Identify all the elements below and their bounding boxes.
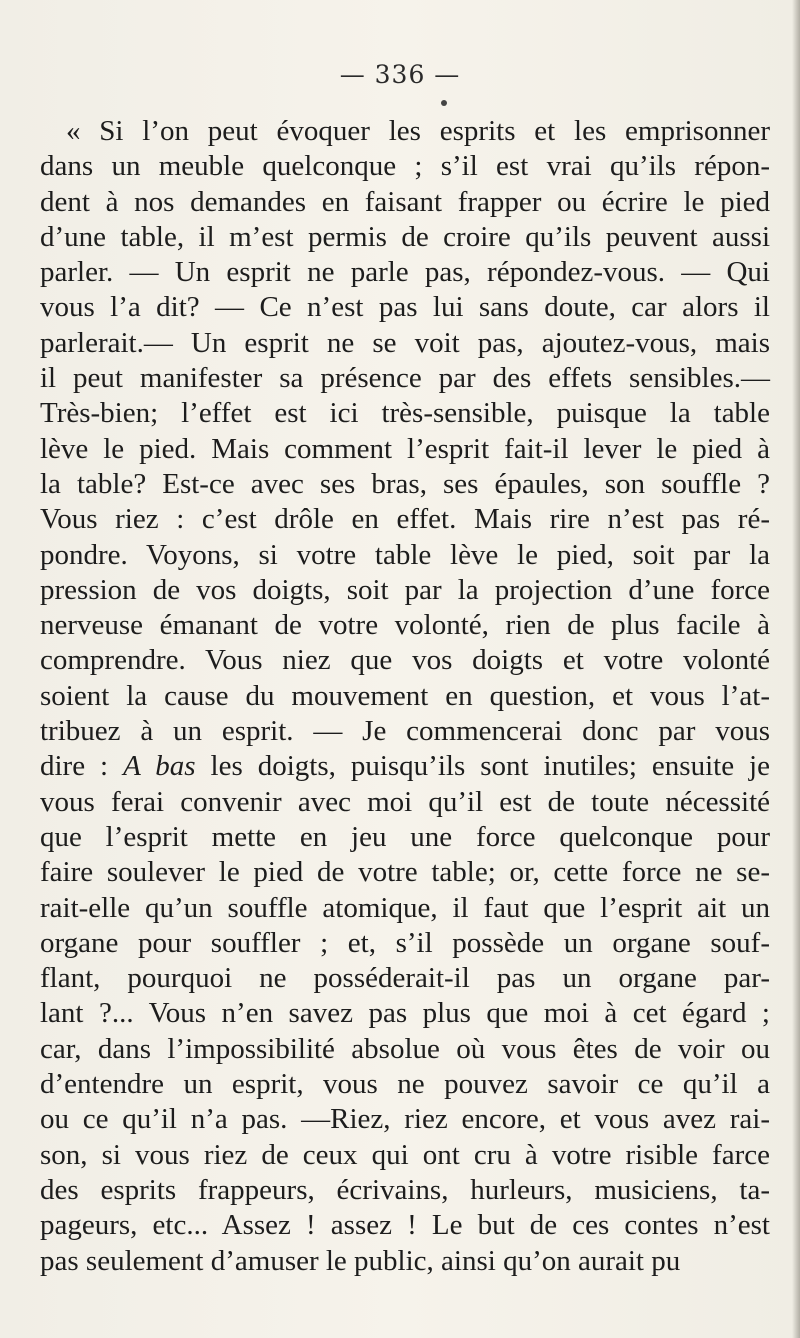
text-line: Très-bien; l’effet est ici très-sensible, puisque la table [40, 397, 770, 430]
text-line: que l’esprit mette en jeu une force quelconque pour [40, 820, 770, 853]
text-line: car, dans l’impossibilité absolue où vous êtes de voir ou [40, 1032, 770, 1065]
text-line: comprendre. Vous niez que vos doigts et votre volonté [40, 644, 770, 677]
text-line: rait-elle qu’un souffle atomique, il faut que l’esprit ait un [40, 891, 770, 924]
text-line: lève le pied. Mais comment l’esprit fait-il lever le pied à [40, 432, 770, 465]
text-line: pression de vos doigts, soit par la projection d’une force [40, 573, 770, 606]
text-line: pondre. Voyons, si votre table lève le pied, soit par la [40, 538, 770, 571]
text-line: faire soulever le pied de votre table; or, cette force ne se- [40, 856, 770, 889]
text-line: nerveuse émanant de votre volonté, rien de plus facile à [40, 609, 770, 642]
text-line: d’une table, il m’est permis de croire qu’ils peuvent aussi [40, 220, 770, 253]
text-line: flant, pourquoi ne posséderait-il pas un organe par- [40, 962, 770, 995]
text-line: organe pour souffler ; et, s’il possède un organe souf- [40, 926, 770, 959]
text-line: lant ?... Vous n’en savez pas plus que moi à cet égard ; [40, 997, 770, 1030]
text-line: vous l’a dit? — Ce n’est pas lui sans doute, car alors il [40, 291, 770, 324]
text-line: ou ce qu’il n’a pas. —Riez, riez encore, et vous avez rai- [40, 1103, 770, 1136]
text-line: parlerait.— Un esprit ne se voit pas, ajoutez-vous, mais [40, 326, 770, 359]
text-line: tribuez à un esprit. — Je commencerai donc par vous [40, 715, 770, 748]
text-line: son, si vous riez de ceux qui ont cru à votre risible farce [40, 1138, 770, 1171]
page-edge-shadow [792, 0, 800, 1338]
text-line: « Si l’on peut évoquer les esprits et les emprisonner [66, 115, 770, 147]
text-line: vous ferai convenir avec moi qu’il est de toute nécessité [40, 785, 770, 818]
text-line: dans un meuble quelconque ; s’il est vrai qu’ils répon- [40, 150, 770, 183]
text-line: parler. — Un esprit ne parle pas, répondez-vous. — Qui [40, 256, 770, 289]
text-line: il peut manifester sa présence par des effets sensibles.— [40, 362, 770, 395]
text-line: d’entendre un esprit, vous ne pouvez savoir ce qu’il a [40, 1068, 770, 1101]
text-line: la table? Est-ce avec ses bras, ses épaules, son souffle ? [40, 467, 770, 500]
text-line: pas seulement d’amuser le public, ainsi qu’on aurait pu [40, 1244, 681, 1277]
emphasis-text: A bas [123, 750, 196, 783]
body-text [40, 114, 770, 1279]
text-line: Vous riez : c’est drôle en effet. Mais rire n’est pas ré- [40, 503, 770, 536]
text-line: dire : A bas les doigts, puisqu’ils sont inutiles; ensuite je [40, 750, 770, 783]
page-number-header: — 336 — [339, 60, 461, 89]
text-line: dent à nos demandes en faisant frapper ou écrire le pied [40, 185, 770, 218]
text-line: soient la cause du mouvement en question, et vous l’at- [40, 679, 770, 712]
text-line: des esprits frappeurs, écrivains, hurleurs, musiciens, ta- [40, 1173, 770, 1206]
text-line: pageurs, etc... Assez ! assez ! Le but de ces contes n’est [40, 1209, 770, 1242]
ink-speck [441, 100, 447, 106]
